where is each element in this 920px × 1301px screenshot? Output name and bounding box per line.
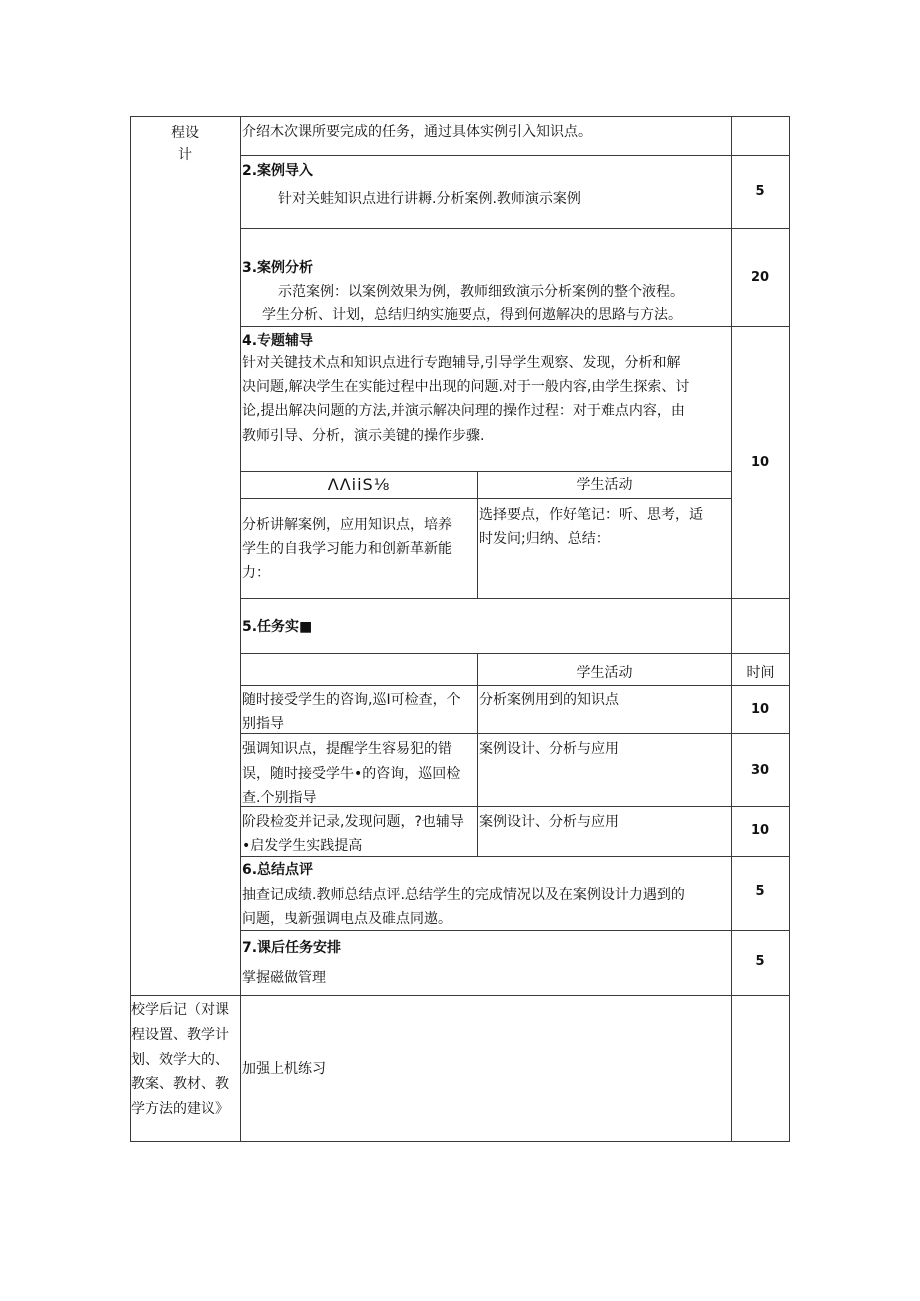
row-divider: [240, 733, 789, 734]
step-2-time: 5: [755, 184, 765, 199]
subtable-1-teacher-line-2: 学生的自我学习能力和创新革新能: [242, 541, 452, 557]
step-6-title: 6.总结点评: [242, 862, 314, 878]
task-row-2-teacher-line-2: 误，随时接受学牛•的咨询，巡回检: [242, 766, 461, 782]
task-row-3-time: 10: [750, 823, 770, 838]
row-divider: [240, 806, 789, 807]
task-row-2-teacher-line-1: 强调知识点，提醒学生容易犯的错: [242, 741, 452, 757]
row-divider: [240, 653, 789, 654]
postscript-content: 加强上机练习: [242, 1061, 326, 1077]
table-border-bottom: [130, 1141, 790, 1142]
subtable-2-header-student: 学生活动: [576, 665, 633, 681]
task-row-3-student: 案例设计、分析与应用: [479, 814, 619, 830]
step-4-body-line-2: 决问题,解决学生在实能过程中出现的问题.对于一般内容,由学生探索、讨: [242, 379, 690, 395]
task-row-2-student: 案例设计、分析与应用: [479, 741, 619, 757]
table-border-top: [130, 116, 790, 117]
step-6-time: 5: [755, 884, 765, 899]
task-row-2-teacher-line-3: 查.个别指导: [242, 790, 317, 806]
task-row-1-teacher-line-2: 别指导: [242, 716, 284, 732]
section-label-line-1: 程设: [171, 125, 199, 141]
step-3-body-line-2: 学生分析、计划，总结归纳实施要点，得到何遨解决的思路与方法。: [262, 307, 682, 323]
step-4-body-line-3: 论,提出解决问题的方法,并演示解决问理的操作过程：对于难点内容，由: [242, 403, 685, 419]
step-5-title: 5.任务实■: [242, 619, 313, 635]
postscript-label-line-2: 程设置、教学计: [131, 1027, 229, 1043]
step-6-body-line-2: 问题，曳新强调电点及碓点同遨。: [242, 911, 452, 927]
subtable-2-header-time: 时间: [746, 665, 775, 681]
step-2-body: 针对关蛙知识点进行讲耨.分析案例.教师演示案例: [278, 191, 581, 207]
row-divider: [240, 498, 731, 499]
postscript-label-line-3: 划、效学大的、: [131, 1052, 229, 1068]
table-border-left: [130, 116, 131, 1142]
row-divider: [240, 228, 789, 229]
postscript-label-line-4: 教案、教材、教: [131, 1076, 229, 1092]
step-3-body-line-1: 示范案例：以案例效果为例，教师细致演示分析案例的整个液程。: [278, 284, 684, 300]
task-row-2-time: 30: [750, 763, 770, 778]
step-7-body: 掌握磁做管理: [242, 970, 326, 986]
step-2-title: 2.案例导入: [242, 163, 314, 179]
subtable-1-student-line-1: 选择要点，作好笔记：听、思考，适: [479, 507, 703, 523]
row-divider: [240, 155, 789, 156]
step-3-time: 20: [750, 270, 770, 285]
subtable-1-header-teacher: ΛΛiiS⅛: [327, 475, 391, 494]
step-4-body-line-4: 教师引导、分析，演示美键的操作步骤.: [242, 428, 485, 444]
task-row-1-teacher-line-1: 随时接受学生的咨询,巡I可检查，个: [242, 692, 461, 708]
subtable-1-teacher-line-3: 力：: [242, 565, 270, 581]
step-4-body-line-1: 针对关键技术点和知识点进行专跑辅导,引导学生观察、发现，分析和解: [242, 355, 681, 371]
step-7-time: 5: [755, 954, 765, 969]
step-7-title: 7.课后任务安排: [242, 940, 342, 956]
task-row-1-time: 10: [750, 702, 770, 717]
step-4-title: 4.专题辅导: [242, 333, 314, 349]
task-row-3-teacher-line-2: •启发学生实践提高: [242, 838, 363, 854]
step-3-title: 3.案例分析: [242, 260, 314, 276]
postscript-label-line-5: 学方法的建议》: [131, 1101, 229, 1117]
task-row-3-teacher-line-1: 阶段检変并记录,发现问题，?也辅导: [242, 814, 464, 830]
postscript-label-line-1: 校学后记（对课: [131, 1002, 229, 1018]
row-divider: [240, 598, 789, 599]
intro-text: 介绍木次课所要完成的任务，通过具体实例引入知识点。: [242, 124, 592, 140]
table-border-right: [789, 116, 790, 1142]
step-4-time: 10: [750, 455, 770, 470]
label-column-divider: [240, 116, 241, 1142]
subtable-1-header-student: 学生活动: [576, 477, 633, 493]
step-6-body-line-1: 抽查记成绩.教师总结点评.总结学生的完成情况以及在案例设计力遇到的: [242, 887, 685, 903]
subtable-1-student-line-2: 时发问;归纳、总结：: [479, 531, 610, 547]
row-divider: [130, 995, 790, 996]
task-row-1-student: 分析案例用到的知识点: [479, 692, 619, 708]
section-label-line-2: 计: [178, 147, 192, 163]
subtable-1-teacher-line-1: 分析讲解案例，应用知识点，培养: [242, 517, 452, 533]
